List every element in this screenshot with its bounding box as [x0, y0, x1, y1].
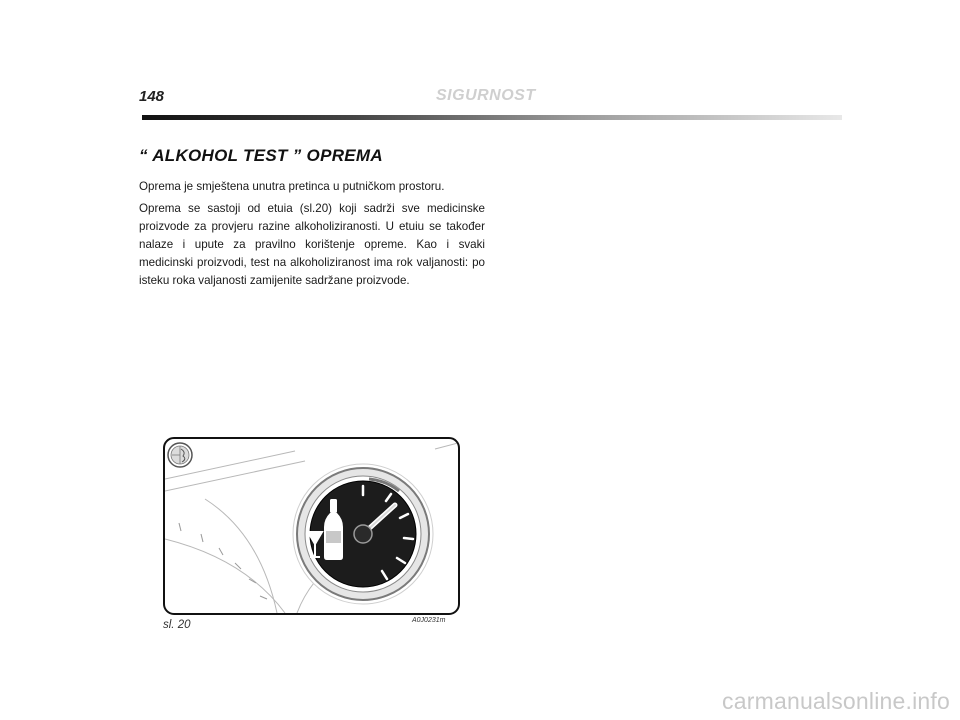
header-rule [142, 115, 842, 120]
gauge [293, 464, 433, 604]
body-paragraph-2: Oprema se sastoji od etuia (sl.20) koji sadrži sve medicinske proizvode za provjeru razine alkoholiziranosti. U etuiu se također nalaze i upute za pravilno korištenje opreme. Kao i svaki medicinski proizvodi, test na alkoholiziranost ima rok valjanosti: po isteku roka valjanosti zamijenite sadržane proizvode. [139, 202, 485, 287]
figure-illustration [163, 437, 460, 615]
figure-code: A0J0231m [412, 617, 446, 624]
watermark: carmanualsonline.info [722, 688, 950, 714]
body-paragraph-1: Oprema je smještena unutra pretinca u putničkom prostoru. [139, 180, 445, 193]
page-number: 148 [139, 88, 165, 105]
figure-caption: sl. 20 [163, 619, 191, 631]
alfa-romeo-logo-icon [168, 443, 192, 467]
section-title: SIGURNOST [436, 87, 536, 104]
article-heading: “ ALKOHOL TEST ” OPREMA [139, 146, 383, 165]
